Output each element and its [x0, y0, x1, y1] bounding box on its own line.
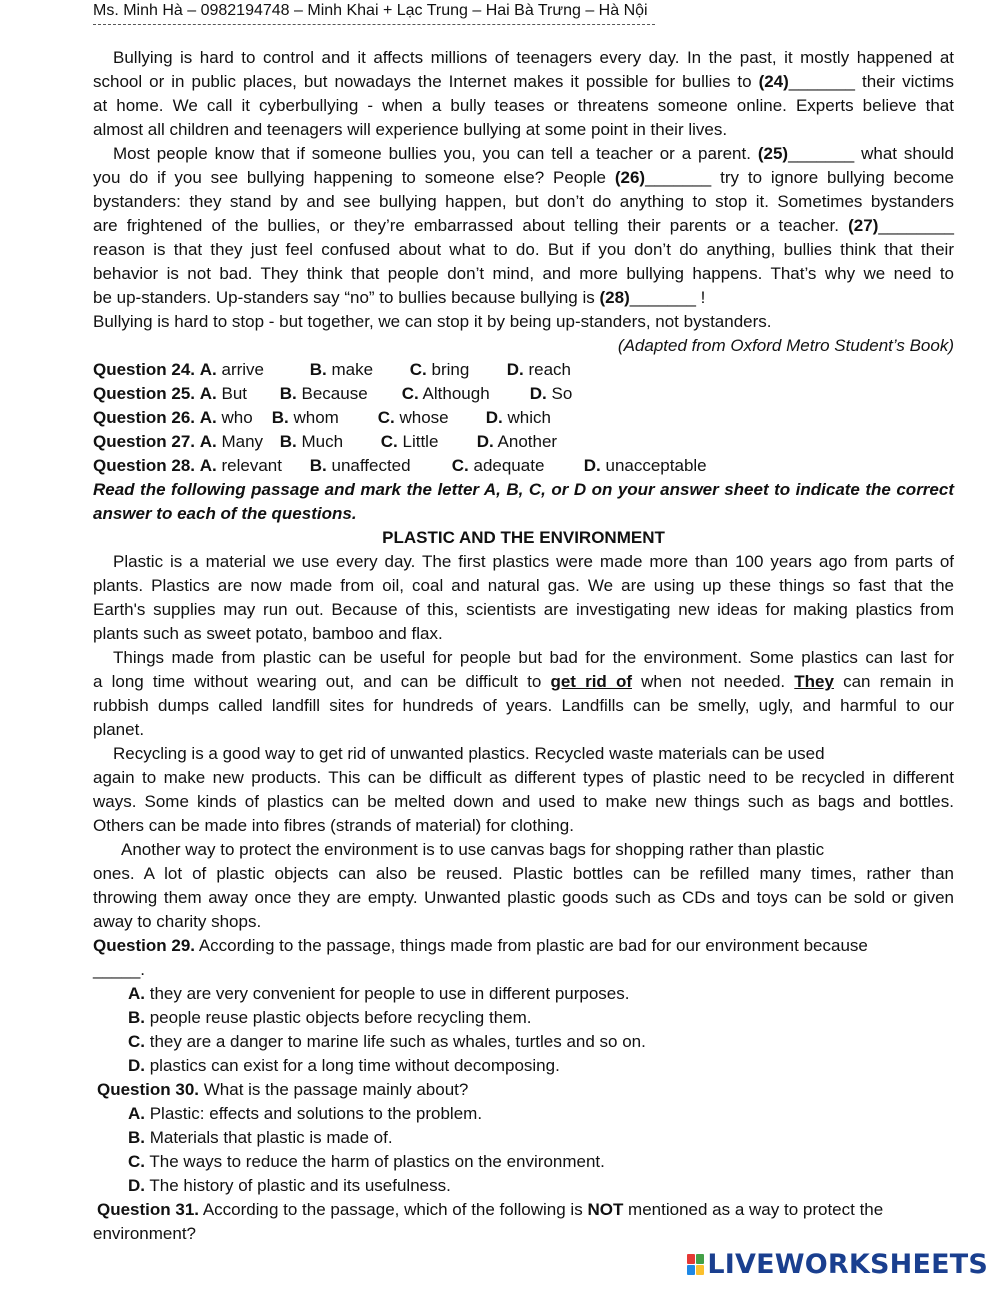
- passage1-line: almost all children and teenagers will experience bullying at some point in their lives.: [93, 120, 728, 139]
- question-label: Question 28.: [93, 456, 196, 475]
- option-d[interactable]: D. reach: [506, 360, 572, 379]
- blank-28-label: (28): [599, 288, 630, 307]
- source-citation: (Adapted from Oxford Metro Student’s Book): [617, 336, 954, 355]
- question-label: Question 30.: [97, 1080, 200, 1099]
- question-label: Question 24.: [93, 360, 196, 379]
- underlined-word: They: [794, 672, 834, 691]
- reading-line: Earth's supplies may run out. Because of this, scientists are investigating new ideas for making plastics from: [93, 600, 954, 619]
- question-label: Question 25.: [93, 384, 196, 403]
- option-b[interactable]: B. Much: [279, 432, 344, 451]
- reading-line: Things made from plastic can be useful for people but bad for the environment. Some plastics can last for: [113, 648, 954, 667]
- passage2-line: reason is that they just feel confused about what to do. But if you don’t do anything, bullies think that their: [93, 240, 954, 259]
- reading-line: Plastic is a material we use every day. The first plastics were made more than 100 years ago from parts of: [113, 552, 954, 571]
- reading-line: ones. A lot of plastic objects can also be reused. Plastic bottles can be refilled many times, rather than: [93, 864, 954, 883]
- option-c[interactable]: C. Little: [380, 432, 439, 451]
- question-27: [93, 430, 954, 454]
- underlined-phrase: get rid of: [550, 672, 632, 691]
- option-d[interactable]: D. unacceptable: [583, 456, 707, 475]
- choice-a[interactable]: A. Plastic: effects and solutions to the problem.: [128, 1104, 483, 1123]
- choice-b[interactable]: B. Materials that plastic is made of.: [128, 1128, 393, 1147]
- choice-c[interactable]: C. The ways to reduce the harm of plastics on the environment.: [128, 1152, 605, 1171]
- option-b[interactable]: B. Because: [279, 384, 368, 403]
- question-label: Question 29.: [93, 936, 196, 955]
- reading-line: Recycling is a good way to get rid of unwanted plastics. Recycled waste materials can be used: [113, 744, 825, 763]
- passage2-line: you do if you see bullying happening to someone else? People (26)_______ try to ignore bullying become: [93, 168, 955, 187]
- reading-line: rubbish dumps called landfill sites for hundreds of years. Landfills can be smelly, ugly, and harmful to our: [93, 696, 954, 715]
- reading-line: plants such as sweet potato, bamboo and flax.: [93, 624, 443, 643]
- instruction-line: answer to each of the questions.: [93, 504, 357, 523]
- reading-line: planet.: [93, 720, 145, 739]
- option-c[interactable]: C. adequate: [451, 456, 545, 475]
- passage2-line: Bullying is hard to stop - but together, we can stop it by being up-standers, not bystanders.: [93, 312, 772, 331]
- question-label: Question 27.: [93, 432, 196, 451]
- blank-24-label: (24): [758, 72, 789, 91]
- passage2-line: Most people know that if someone bullies you, you can tell a teacher or a parent. (25)_______ what should: [113, 144, 954, 163]
- question-31-line: environment?: [93, 1224, 197, 1243]
- question-26: [93, 406, 954, 430]
- blank-24[interactable]: _______ their victims: [788, 72, 955, 91]
- option-c[interactable]: C. whose: [377, 408, 449, 427]
- question-24: [93, 358, 954, 382]
- option-a[interactable]: A. who: [199, 408, 253, 427]
- logo-square: [687, 1254, 695, 1264]
- passage2-line: are frightened of the bullies, or they’re embarrassed about telling their parents or a teacher. (27)________: [93, 216, 954, 235]
- option-a[interactable]: A. arrive: [199, 360, 264, 379]
- option-a[interactable]: A. relevant: [199, 456, 282, 475]
- question-30: Question 30. What is the passage mainly about?: [97, 1080, 469, 1099]
- option-d[interactable]: D. which: [485, 408, 551, 427]
- reading-line: away to charity shops.: [93, 912, 262, 931]
- option-b[interactable]: B. unaffected: [309, 456, 411, 475]
- reading-line: Others can be made into fibres (strands of material) for clothing.: [93, 816, 574, 835]
- blank-26-label: (26): [614, 168, 646, 187]
- choice-a[interactable]: A. they are very convenient for people to use in different purposes.: [128, 984, 630, 1003]
- question-29-blank: _____.: [93, 960, 145, 979]
- blank-27[interactable]: ________: [878, 216, 954, 235]
- blank-25-label: (25): [757, 144, 789, 163]
- page-header: Ms. Minh Hà – 0982194748 – Minh Khai + Lạc Trung – Hai Bà Trưng – Hà Nội: [93, 2, 648, 19]
- passage-title: PLASTIC AND THE ENVIRONMENT: [382, 528, 665, 547]
- question-label: Question 26.: [93, 408, 196, 427]
- logo-square: [696, 1265, 704, 1275]
- liveworksheets-logo[interactable]: [687, 1249, 988, 1280]
- choice-d[interactable]: D. The history of plastic and its usefulness.: [128, 1176, 451, 1195]
- blank-25[interactable]: _______ what should: [788, 144, 954, 163]
- reading-line: a long time without wearing out, and can be difficult to get rid of when not needed. They can remain in: [93, 672, 954, 691]
- passage2-line: behavior is not bad. They think that people don’t mind, and more bullying happens. That’s why we need to: [93, 264, 954, 283]
- reading-line: Another way to protect the environment is to use canvas bags for shopping rather than plastic: [121, 840, 825, 859]
- header-divider: [93, 24, 655, 25]
- option-d[interactable]: D. Another: [476, 432, 558, 451]
- reading-line: throwing them away once they are empty. Unwanted plastic goods such as CDs and toys can be sold or given: [93, 888, 954, 907]
- question-28: [93, 454, 954, 478]
- choice-b[interactable]: B. people reuse plastic objects before recycling them.: [128, 1008, 532, 1027]
- passage2-line: bystanders: they stand by and see bullying happen, but don’t do anything to stop it. Sometimes bystanders: [93, 192, 954, 211]
- logo-text: LIVEWORKSHEETS: [707, 1249, 988, 1280]
- blank-27-label: (27): [848, 216, 879, 235]
- reading-line: plants. Plastics are now made from oil, coal and natural gas. We are using up these things so fast that the: [93, 576, 954, 595]
- logo-square: [696, 1254, 704, 1264]
- option-a[interactable]: A. Many: [199, 432, 264, 451]
- question-29: Question 29. According to the passage, things made from plastic are bad for our environment because: [93, 936, 868, 955]
- reading-line: ways. Some kinds of plastics can be melted down and used to make new things such as bags and bottles.: [93, 792, 954, 811]
- option-c[interactable]: C. bring: [409, 360, 470, 379]
- logo-square: [687, 1265, 695, 1275]
- choice-c[interactable]: C. they are a danger to marine life such as whales, turtles and so on.: [128, 1032, 646, 1051]
- option-a[interactable]: A. But: [199, 384, 248, 403]
- question-31: Question 31. According to the passage, which of the following is NOT mentioned as a way to protect the: [97, 1200, 884, 1219]
- passage2-line: be up-standers. Up-standers say “no” to bullies because bullying is (28)_______ !: [93, 288, 706, 307]
- option-c[interactable]: C. Although: [401, 384, 490, 403]
- passage1-line: Bullying is hard to control and it affects millions of teenagers every day. In the past, it mostly happened at: [113, 48, 954, 67]
- liveworksheets-logo-icon: [687, 1254, 704, 1275]
- blank-26[interactable]: _______ try to ignore bullying become: [645, 168, 955, 187]
- worksheet-body: [93, 46, 954, 1246]
- choice-d[interactable]: D. plastics can exist for a long time without decomposing.: [128, 1056, 560, 1075]
- question-label: Question 31.: [97, 1200, 200, 1219]
- instruction-line: Read the following passage and mark the letter A, B, C, or D on your answer sheet to indicate the correct: [93, 480, 954, 499]
- option-b[interactable]: B. make: [309, 360, 374, 379]
- passage1-line: school or in public places, but nowadays the Internet makes it possible for bullies to (24)_______ their victims: [93, 72, 955, 91]
- option-b[interactable]: B. whom: [271, 408, 339, 427]
- option-d[interactable]: D. So: [529, 384, 573, 403]
- reading-line: again to make new products. This can be difficult as different types of plastic need to be recycled in different: [93, 768, 954, 787]
- passage1-line: at home. We call it cyberbullying - when a bully teases or threatens someone online. Experts believe that: [93, 96, 954, 115]
- question-25: [93, 382, 954, 406]
- blank-28[interactable]: _______ !: [629, 288, 706, 307]
